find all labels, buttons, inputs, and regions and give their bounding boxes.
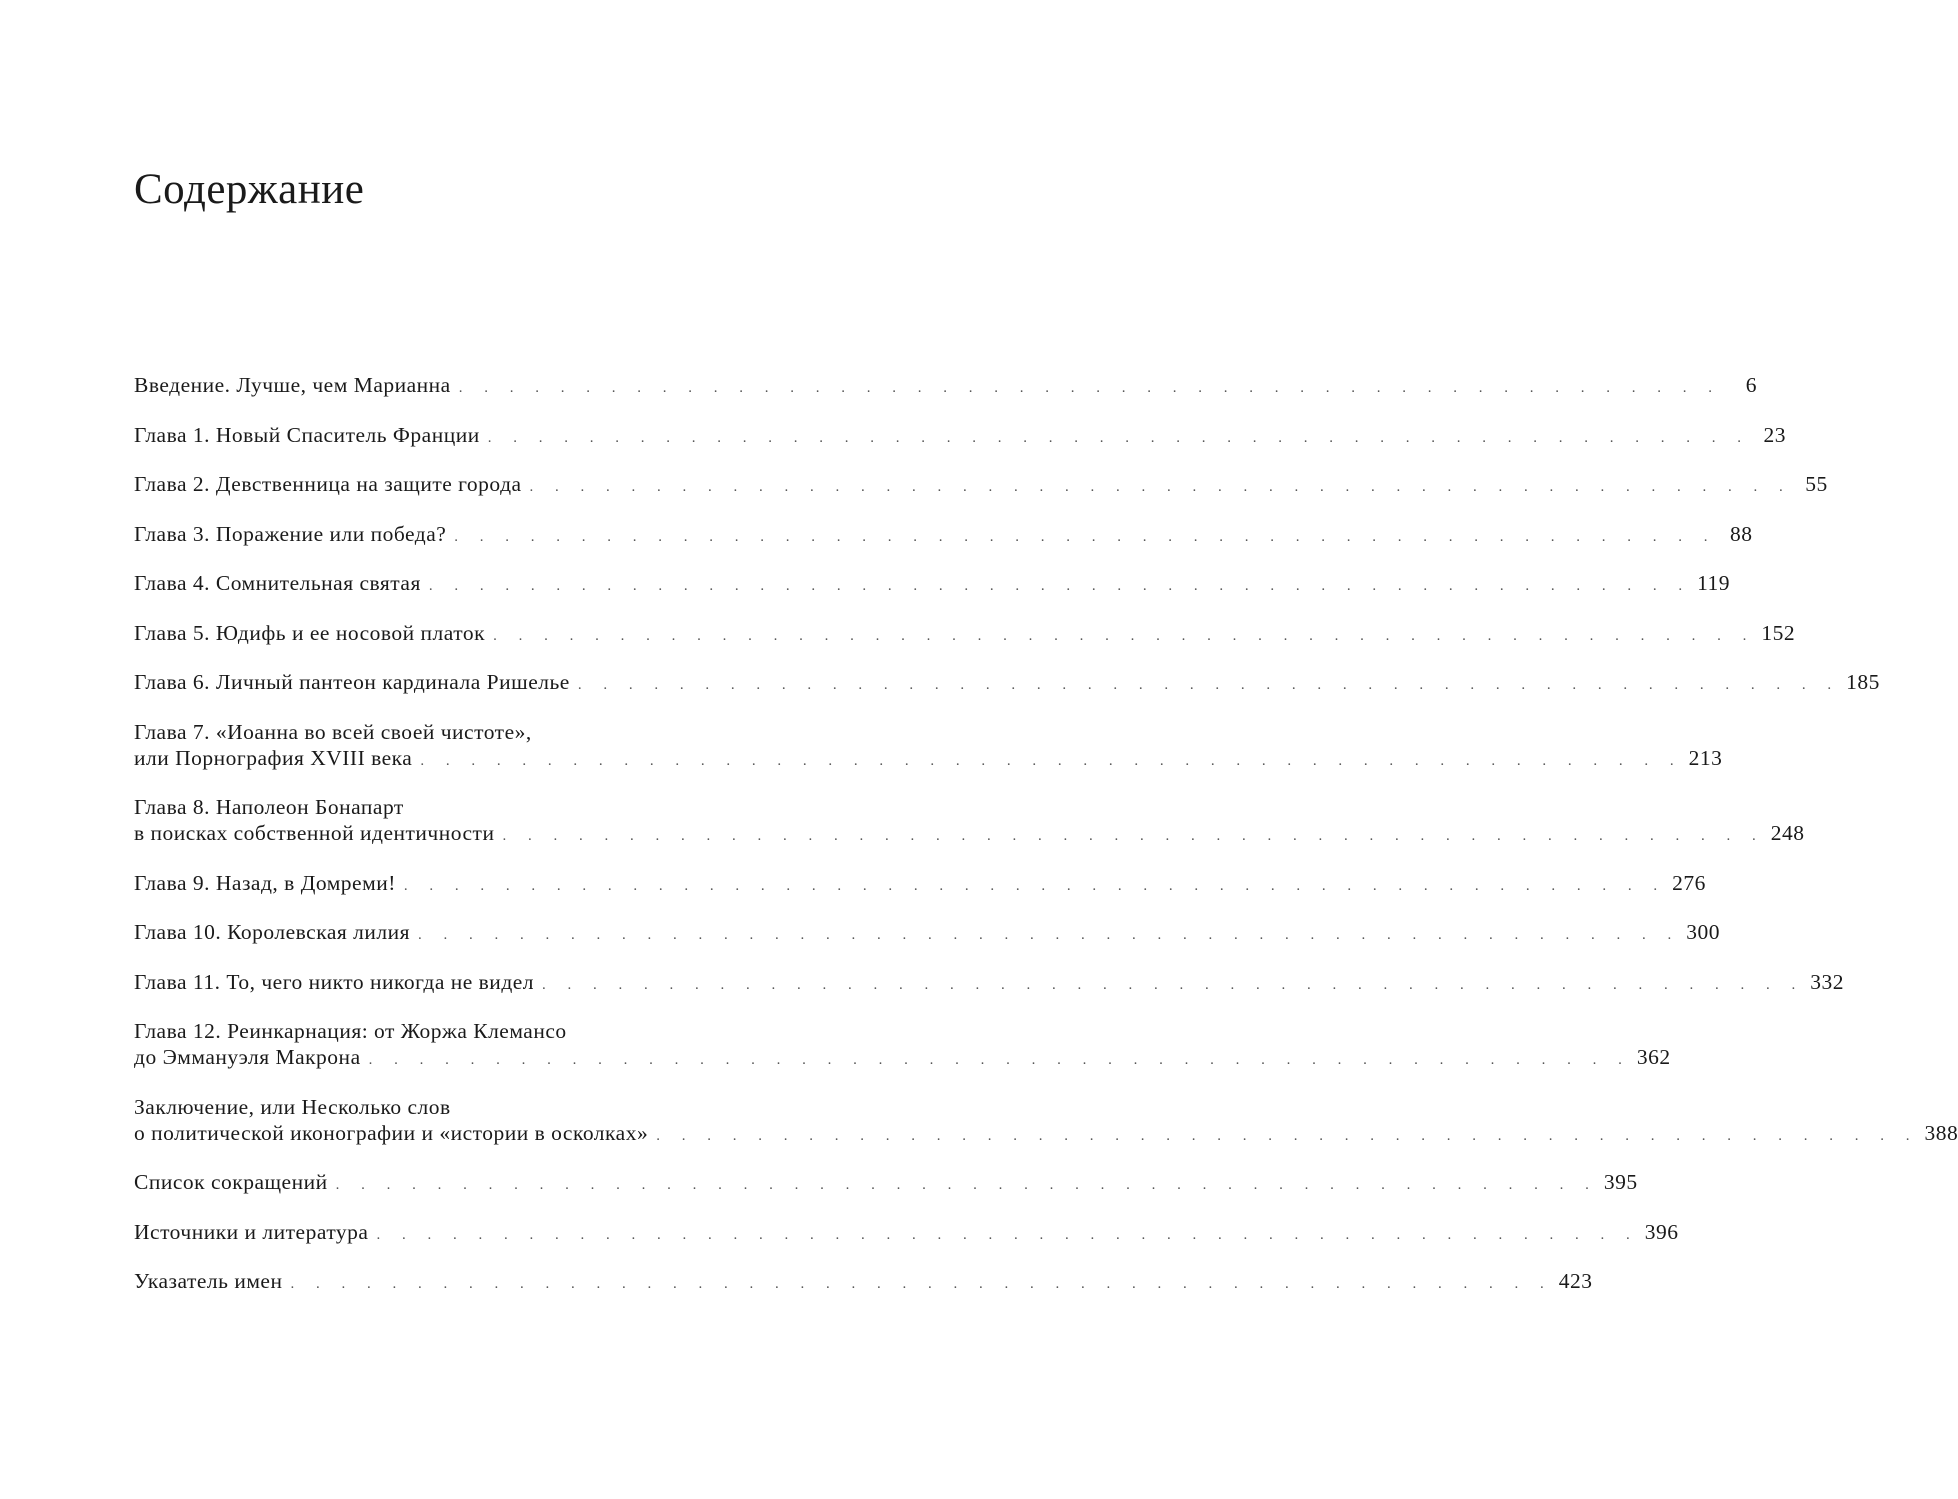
toc-entry (134, 422, 1786, 451)
dot-leader: . . . . . . . . . . . . . . . . . . . . . . . . . . . . . . . . . . . . . . . . . . . . . . . . . . (290, 1276, 1553, 1292)
toc-entry-page-number: 88 (1730, 521, 1753, 546)
toc-entry-page-number: 6 (1745, 373, 1757, 397)
dot-leader: . . . . . . . . . . . . . . . . . . . . . . . . . . . . . . . . . . . . . . . . . . . . . . . . . . (542, 976, 1805, 993)
toc-entry-row (134, 620, 1796, 649)
toc-entry-title: Источники и литература (134, 1219, 369, 1244)
dot-leader: . . . . . . . . . . . . . . . . . . . . . . . . . . . . . . . . . . . . . . . . . . . . . . . . . . (656, 1127, 1919, 1144)
toc-entry (134, 1219, 1679, 1248)
toc-entry-row (134, 1169, 1638, 1198)
toc-entry-row (134, 1268, 1593, 1297)
toc-entry-title-line: Глава 7. «Иоанна во всей своей чистоте», (134, 719, 532, 744)
toc-entry-row (134, 471, 1828, 500)
toc-entry-page-number: 276 (1672, 870, 1706, 895)
dot-leader: . . . . . . . . . . . . . . . . . . . . . . . . . . . . . . . . . . . . . . . . . . . . . . . . . . (502, 828, 1765, 844)
toc-entry (134, 919, 1720, 948)
toc-entry-title: Список сокращений (134, 1170, 328, 1194)
toc-entry-row (134, 570, 1731, 599)
toc-entry (134, 620, 1796, 649)
toc-entry (134, 794, 1805, 849)
toc-entry-title: Указатель имен (134, 1269, 283, 1293)
dot-leader: . . . . . . . . . . . . . . . . . . . . . . . . . . . . . . . . . . . . . . . . . . . . . . . . . . (454, 528, 1717, 545)
toc-entry-page-number: 396 (1644, 1219, 1679, 1244)
toc-entry-page-number: 362 (1636, 1045, 1671, 1069)
toc-entry-row (134, 870, 1706, 899)
toc-entry-page-number: 395 (1603, 1170, 1638, 1194)
toc-entry-row (134, 820, 1805, 849)
dot-leader: . . . . . . . . . . . . . . . . . . . . . . . . . . . . . . . . . . . . . . . . . . . . . . . . . . (529, 479, 1792, 495)
toc-entry-title: Глава 9. Назад, в Домреми! (134, 870, 396, 895)
toc-entry-title: в поисках собственной идентичности (134, 821, 495, 845)
dot-leader: . . . . . . . . . . . . . . . . . . . . . . . . . . . . . . . . . . . . . . . . . . . . . . . . . . (420, 752, 1683, 769)
toc-entry-page-number: 23 (1763, 422, 1786, 447)
toc-entry-row (134, 1120, 1958, 1149)
toc-entry-title: Глава 3. Поражение или победа? (134, 521, 447, 546)
toc-entry-title-line: Глава 12. Реинкарнация: от Жоржа Клемансо (134, 1019, 567, 1043)
toc-entry-title: Введение. Лучше, чем Марианна (134, 373, 451, 397)
dot-leader: . . . . . . . . . . . . . . . . . . . . . . . . . . . . . . . . . . . . . . . . . . . . . . . . . . (458, 380, 1721, 396)
toc-entry (134, 521, 1753, 550)
toc-entry (134, 669, 1880, 698)
dot-leader: . . . . . . . . . . . . . . . . . . . . . . . . . . . . . . . . . . . . . . . . . . . . . . . . . . (493, 627, 1756, 644)
toc-entry (134, 570, 1731, 599)
toc-entry-row (134, 1044, 1671, 1073)
toc-entry-title: Глава 10. Королевская лилия (134, 920, 410, 944)
toc-entry-title: Глава 5. Юдифь и ее носовой платок (134, 620, 486, 645)
toc-entry-title-line: Заключение, или Несколько слов (134, 1094, 451, 1119)
toc-entry-title: Глава 1. Новый Спаситель Франции (134, 422, 480, 447)
dot-leader: . . . . . . . . . . . . . . . . . . . . . . . . . . . . . . . . . . . . . . . . . . . . . . . . . . (335, 1177, 1598, 1193)
toc-entry-row (134, 1219, 1679, 1248)
toc-entry-title: Глава 6. Личный пантеон кардинала Ришелье (134, 670, 570, 694)
toc-entry-page-number: 332 (1810, 969, 1845, 994)
toc-entry-page-number: 119 (1697, 571, 1731, 595)
toc-entry-row (134, 521, 1753, 550)
toc-entry (134, 719, 1723, 774)
toc-entry-row (134, 669, 1880, 698)
toc-entry (134, 471, 1828, 500)
toc-entry-row (134, 372, 1757, 401)
toc-entry-page-number: 300 (1686, 920, 1720, 944)
toc-entry (134, 1094, 1958, 1149)
toc-entry (134, 372, 1757, 401)
toc-entry-title: или Порнография XVIII века (134, 745, 413, 770)
page-title: Содержание (134, 166, 365, 213)
toc-entry (134, 1018, 1671, 1073)
toc-entry-title: Глава 2. Девственница на защите города (134, 472, 522, 496)
toc-entry (134, 870, 1706, 899)
toc-entry-title: до Эммануэля Макрона (134, 1045, 361, 1069)
toc-entry-page-number: 55 (1805, 472, 1828, 496)
toc-entry-page-number: 423 (1558, 1269, 1593, 1293)
toc-entry-title-line: Глава 8. Наполеон Бонапарт (134, 795, 404, 819)
toc-entry-page-number: 388 (1924, 1120, 1958, 1145)
toc-entry-title: Глава 11. То, чего никто никогда не видел (134, 969, 535, 994)
toc-entry (134, 1268, 1593, 1297)
dot-leader: . . . . . . . . . . . . . . . . . . . . . . . . . . . . . . . . . . . . . . . . . . . . . . . . . . (376, 1226, 1639, 1243)
dot-leader: . . . . . . . . . . . . . . . . . . . . . . . . . . . . . . . . . . . . . . . . . . . . . . . . . . (368, 1052, 1631, 1068)
toc-entry (134, 1169, 1638, 1198)
toc-entry-row (134, 969, 1845, 998)
toc-entry (134, 969, 1845, 998)
dot-leader: . . . . . . . . . . . . . . . . . . . . . . . . . . . . . . . . . . . . . . . . . . . . . . . . . . (417, 927, 1681, 943)
toc-entry-page-number: 248 (1770, 821, 1805, 845)
dot-leader: . . . . . . . . . . . . . . . . . . . . . . . . . . . . . . . . . . . . . . . . . . . . . . . . . . (403, 877, 1667, 894)
table-of-contents (134, 372, 1958, 1318)
toc-entry-row (134, 745, 1723, 774)
toc-entry-page-number: 152 (1761, 620, 1796, 645)
dot-leader: . . . . . . . . . . . . . . . . . . . . . . . . . . . . . . . . . . . . . . . . . . . . . . . . . . (577, 677, 1841, 693)
toc-entry-row (134, 919, 1720, 948)
dot-leader: . . . . . . . . . . . . . . . . . . . . . . . . . . . . . . . . . . . . . . . . . . . . . . . . . . (487, 429, 1750, 446)
toc-entry-page-number: 213 (1688, 745, 1723, 770)
toc-entry-title: Глава 4. Сомнительная святая (134, 571, 421, 595)
toc-entry-row (134, 422, 1786, 451)
dot-leader: . . . . . . . . . . . . . . . . . . . . . . . . . . . . . . . . . . . . . . . . . . . . . . . . . . (428, 578, 1692, 594)
toc-entry-page-number: 185 (1846, 670, 1880, 694)
toc-entry-title: о политической иконографии и «истории в осколках» (134, 1120, 649, 1145)
